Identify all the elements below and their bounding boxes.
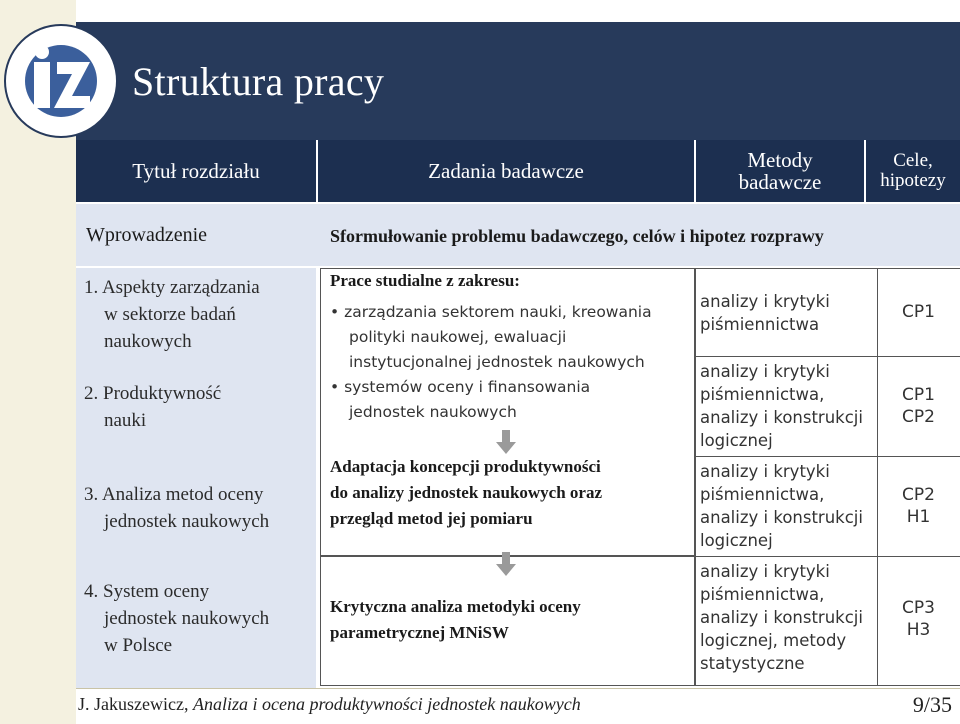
tasks-block2-l3: przegląd metod jej pomiaru — [330, 509, 533, 528]
goal-1: CP1 — [902, 302, 935, 322]
slide-title: Struktura pracy — [132, 59, 385, 104]
chapter-2: 2. Produktywność nauki — [84, 383, 222, 431]
footer-divider — [76, 688, 960, 689]
chapter-1: 1. Aspekty zarządzania w sektorze badań naukowych — [84, 277, 260, 352]
bullet-1-line2: polityki naukowej, ewaluacji — [349, 328, 567, 346]
intro-chapter: Wprowadzenie — [86, 224, 208, 246]
tasks-block3-l1: Krytyczna analiza metodyki oceny — [330, 597, 581, 616]
header-goals: Cele, hipotezy — [866, 140, 960, 202]
grid-line — [695, 556, 960, 557]
goal-2: CP1 CP2 — [902, 385, 935, 427]
method-4: analizy i krytyki piśmiennictwa, analizy i konstrukcji logicznej, metody statystyczne — [700, 562, 863, 673]
header-tasks: Zadania badawcze — [318, 140, 694, 202]
down-arrow-icon — [496, 552, 516, 576]
chapter-4: 4. System oceny jednostek naukowych w Polsce — [84, 581, 270, 656]
tasks-block2-l1: Adaptacja koncepcji produktywności — [330, 457, 601, 476]
bullet-1: • zarządzania sektorem nauki, kreowania — [330, 303, 652, 321]
header-chapter: Tytuł rozdziału — [76, 140, 316, 202]
tasks-block1-title: Prace studialne z zakresu: — [330, 271, 520, 290]
page-number: 9/35 — [912, 692, 952, 717]
down-arrow-icon — [496, 430, 516, 454]
bullet-1-line3: instytucjonalnej jednostek naukowych — [349, 353, 645, 371]
method-3: analizy i krytyki piśmiennictwa, analizy i konstrukcji logicznej — [700, 462, 863, 550]
tasks-block3-l2: parametrycznej MNiSW — [330, 623, 509, 642]
intro-task: Sformułowanie problemu badawczego, celów i hipotez rozprawy — [330, 226, 824, 246]
goal-4: CP3 H3 — [902, 598, 935, 640]
grid-line — [695, 356, 960, 357]
bullet-2: • systemów oceny i finansowania — [330, 378, 591, 396]
chapter-3: 3. Analiza metod oceny jednostek naukowych — [84, 484, 270, 532]
tasks-block2-l2: do analizy jednostek naukowych oraz — [330, 483, 603, 502]
footer-citation: J. Jakuszewicz, Analiza i ocena produktywności jednostek naukowych — [78, 694, 581, 714]
goal-3: CP2 H1 — [902, 485, 935, 527]
university-logo — [2, 22, 120, 140]
grid-line — [695, 456, 960, 457]
bullet-2-line2: jednostek naukowych — [349, 403, 517, 421]
header-methods: Metody badawcze — [696, 140, 864, 202]
method-2: analizy i krytyki piśmiennictwa, analizy i konstrukcji logicznej — [700, 362, 863, 450]
method-1: analizy i krytyki piśmiennictwa — [700, 292, 830, 334]
